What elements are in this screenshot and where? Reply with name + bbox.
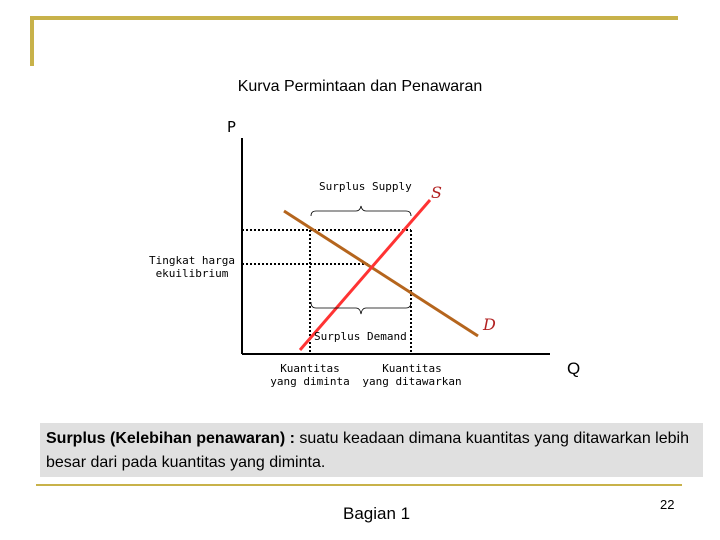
surplus-supply-brace: [311, 206, 411, 216]
surplus-supply-label: Surplus Supply: [319, 180, 412, 193]
definition-text: suatu keadaan dimana kuantitas yang ditawarkan lebih besar dari pada kuantitas yang diminta.: [46, 430, 689, 471]
x-axis-label: Q: [567, 359, 581, 378]
slide-title: Kurva Permintaan dan Penawaran: [237, 78, 483, 95]
demand-curve: [284, 211, 478, 336]
quantity-demanded-label-line2: yang diminta: [270, 375, 350, 388]
definition-term: Surplus (Kelebihan penawaran) :: [46, 430, 295, 447]
equilibrium-label-line1: Tingkat harga: [148, 254, 236, 267]
page-number: 22: [660, 497, 675, 512]
supply-label: S: [431, 183, 442, 202]
quantity-supplied-label-line2: yang ditawarkan: [362, 375, 462, 388]
y-axis-label: P: [227, 118, 237, 136]
footer-divider: [36, 484, 682, 486]
footer-label: Bagian 1: [343, 504, 411, 523]
surplus-demand-label: Surplus Demand: [314, 330, 407, 343]
demand-label: D: [483, 315, 496, 334]
definition-box: [40, 423, 703, 477]
surplus-demand-brace: [311, 302, 411, 314]
quantity-supplied-label-line1: Kuantitas: [382, 362, 442, 375]
equilibrium-label-line2: ekuilibrium: [155, 267, 229, 280]
quantity-demanded-label-line1: Kuantitas: [280, 362, 340, 375]
